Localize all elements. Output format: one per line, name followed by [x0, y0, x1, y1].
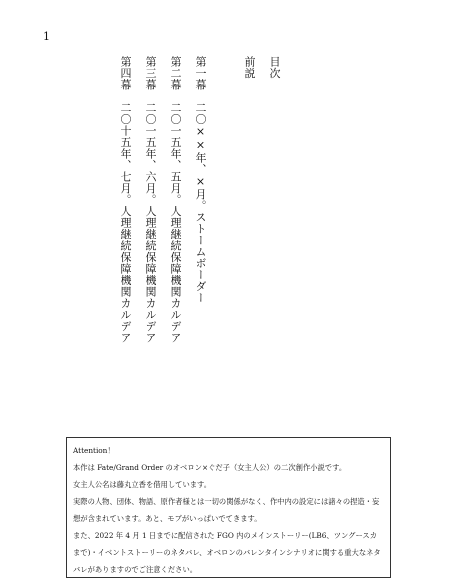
toc-chapter-4: 第四幕 二〇十五年、七月。人理継続保障機関カルデア: [119, 56, 132, 344]
toc-chapter-3: 第三幕 二〇一五年、六月。人理継続保障機関カルデア: [144, 56, 157, 344]
attention-notice: [66, 437, 391, 578]
notice-line-4: また、2022 年 4 月 1 日までに配信された FGO 内のメインストーリー(LB6、ツングースカまで)・イベントストーリーのネタバレ、オベロンのバレンタインシナリオに関する重大なネタバレがありますのでご注意ください。: [73, 531, 381, 574]
toc-prologue: 前説: [243, 56, 256, 79]
toc-chapter-2: 第二幕 二〇一五年、五月。人理継続保障機関カルデア: [169, 56, 182, 344]
toc-title: 目次: [268, 56, 281, 79]
notice-line-1: 本作は Fate/Grand Order のオベロン×ぐだ子（女主人公）の二次創作小説です。: [73, 463, 347, 472]
notice-heading: Attention！: [73, 446, 115, 455]
notice-line-2: 女主人公名は藤丸立香を借用しています。: [73, 480, 212, 489]
page-number: 1: [43, 30, 50, 43]
table-of-contents: [119, 56, 281, 344]
notice-line-3: 実際の人物、団体、物語、原作者様とは一切の関係がなく、作中内の設定には諸々の捏造・妄想が含まれています。あと、モブがいっぱいでてきます。: [73, 497, 380, 523]
toc-chapter-1: 第一幕 二〇××年、×月。ストームボーダー: [194, 56, 207, 304]
